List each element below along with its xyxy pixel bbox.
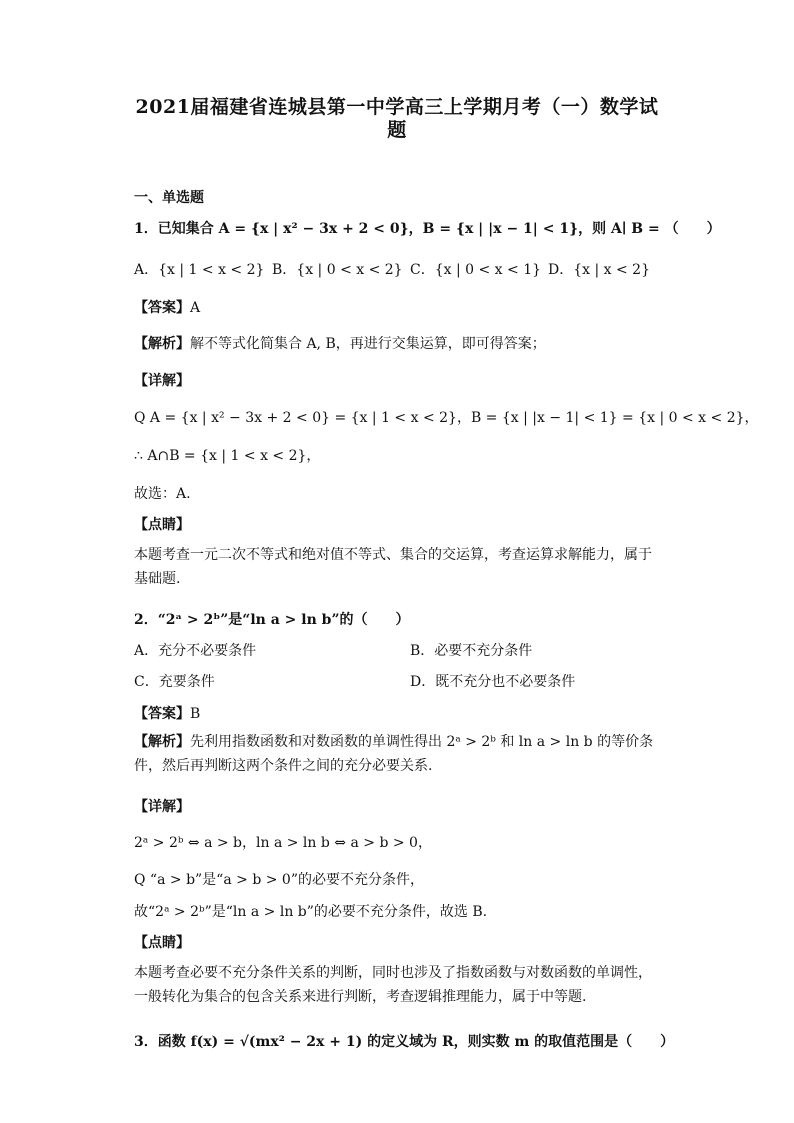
q1-analysis: [134, 333, 664, 353]
q1-option-a: A．{x | 1 < x < 2}: [134, 262, 265, 278]
q2-option-d: D．既不充分也不必要条件: [410, 674, 576, 690]
q2-analysis: [134, 730, 664, 778]
analysis-tag: 【解析】: [134, 336, 190, 352]
q2-detail-1: 2ᵃ > 2ᵇ ⇔ a > b，ln a > ln b ⇔ a > b > 0，: [134, 835, 432, 851]
analysis-text: 解不等式化简集合 A, B，再进行交集运算，即可得答案；: [190, 336, 546, 352]
q3-stem: 3．函数 f(x) = √(mx² − 2x + 1) 的定义域为 R，则实数 m 的取值范围是（ ）: [134, 1034, 675, 1050]
answer-value: B: [190, 706, 201, 722]
q1-detail-2: ∴ A∩B = {x | 1 < x < 2}，: [134, 448, 321, 464]
q2-detail-2: Q “a > b”是“a > b > 0”的必要不充分条件，: [134, 872, 424, 888]
document-title-line2: 题: [387, 119, 407, 141]
q2-answer: [134, 703, 664, 723]
answer-tag: 【答案】: [134, 706, 190, 722]
analysis-tag: 【解析】: [134, 734, 190, 750]
q1-option-c: C．{x | 0 < x < 1}: [410, 262, 542, 278]
q2-option-b: B．必要不充分条件: [410, 643, 533, 659]
q2-detail-tag: 【详解】: [134, 799, 190, 815]
q2-comment: 本题考查必要不充分条件关系的判断，同时也涉及了指数函数与对数函数的单调性，一般转化为集合的包含关系来进行判断，考查逻辑推理能力，属于中等题.: [134, 965, 652, 1005]
analysis-text: 先利用指数函数和对数函数的单调性得出 2ᵃ > 2ᵇ 和 ln a > ln b 的等价条件，然后再判断这两个条件之间的充分必要关系.: [134, 734, 654, 774]
q1-comment: 本题考查一元二次不等式和绝对值不等式、集合的交运算，考查运算求解能力，属于基础题.: [134, 547, 652, 587]
section-heading: 一、单选题: [134, 190, 204, 206]
q2-stem: 2．“2ᵃ > 2ᵇ”是“ln a > ln b”的（ ）: [134, 612, 410, 628]
q1-comment-tag: 【点睛】: [134, 517, 190, 533]
q1-answer: [134, 297, 664, 317]
answer-tag: 【答案】: [134, 300, 190, 316]
q1-detail-3: 故选：A.: [134, 486, 191, 502]
q2-option-c: C．充要条件: [134, 674, 215, 690]
q2-detail-3: 故“2ᵃ > 2ᵇ”是“ln a > ln b”的必要不充分条件，故选 B.: [134, 904, 488, 920]
q1-option-b: B．{x | 0 < x < 2}: [272, 262, 403, 278]
document-title-line1: 2021届福建省连城县第一中学高三上学期月考（一）数学试: [135, 96, 659, 118]
q1-detail-1: Q A = {x | x² − 3x + 2 < 0} = {x | 1 < x < 2}，B = {x | |x − 1| < 1} = {x | 0 < x < 2}，: [134, 410, 759, 426]
q2-option-a: A．充分不必要条件: [134, 643, 257, 659]
q1-detail-tag: 【详解】: [134, 373, 190, 389]
answer-value: A: [190, 300, 201, 316]
q1-stem: 1．已知集合 A = {x | x² − 3x + 2 < 0}，B = {x | |x − 1| < 1}，则 A∣ B = （ ）: [134, 221, 721, 237]
q1-option-d: D．{x | x < 2}: [548, 262, 650, 278]
q2-comment-tag: 【点睛】: [134, 935, 190, 951]
